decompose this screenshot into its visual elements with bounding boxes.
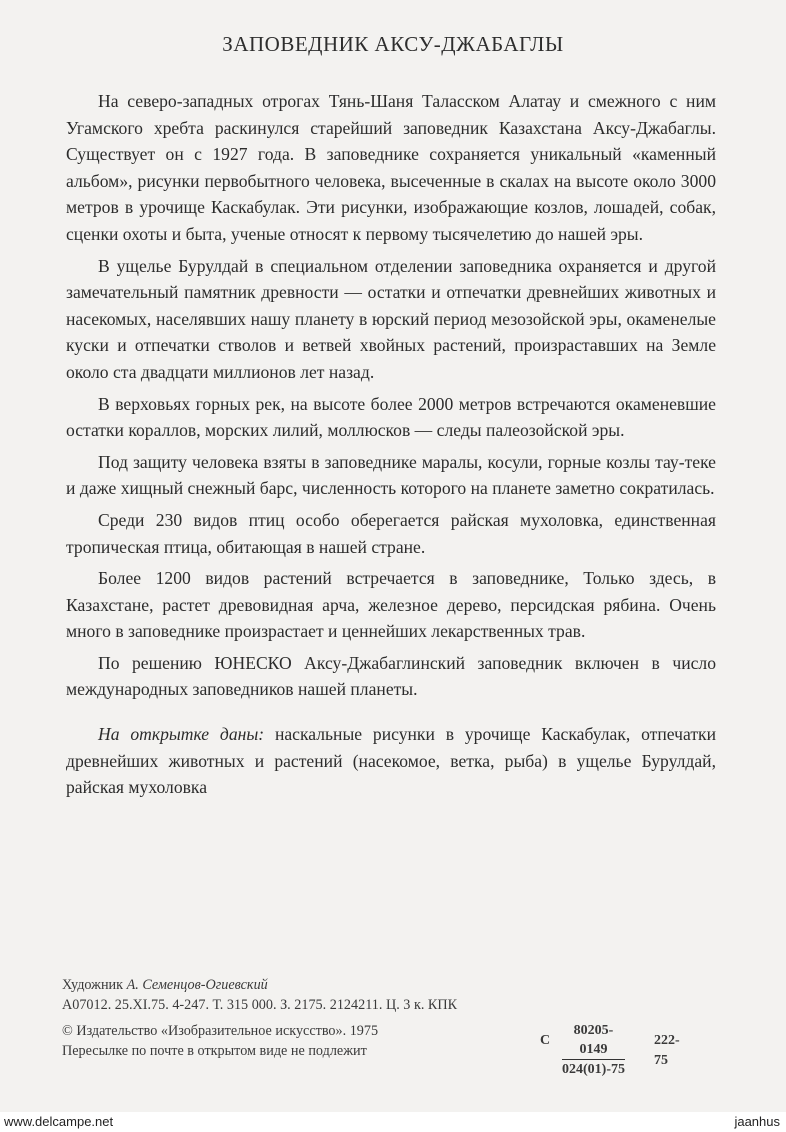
- code-prefix: С: [540, 1033, 551, 1048]
- code-numerator: 80205-0149: [562, 1021, 625, 1060]
- code-suffix: 222-75: [654, 1033, 680, 1068]
- postcard-note: [66, 721, 716, 801]
- artist-name: А. Семенцов-Огиевский: [126, 977, 268, 993]
- article-body: [66, 88, 716, 806]
- page-title: ЗАПОВЕДНИК АКСУ-ДЖАБАГЛЫ: [222, 32, 564, 56]
- paragraph: По решению ЮНЕСКО Аксу-Джабаглинский заповедник включен в число международных заповедников нашей планеты.: [66, 652, 716, 700]
- print-info: А07012. 25.XI.75. 4-247. Т. 315 000. З. 2175. 2124211. Ц. 3 к. КПК: [62, 997, 458, 1013]
- watermark-right: jaanhus: [734, 1114, 780, 1129]
- publisher-block: [62, 1021, 722, 1077]
- publisher-line: © Издательство «Изобразительное искусство». 1975: [62, 1023, 379, 1039]
- paragraph: Среди 230 видов птиц особо оберегается райская мухоловка, единственная тропическая птица, обитающая в нашей стране.: [66, 509, 716, 557]
- imprint-footer: [62, 975, 722, 1077]
- watermark-bar: [0, 1112, 786, 1132]
- artist-credit: [62, 975, 722, 995]
- note-label: На открытке даны:: [98, 724, 265, 745]
- paragraph: На северо-западных отрогах Тянь-Шаня Таласском Алатау и смежного с ним Угамского хребта раскинулся старейший заповедник Казахстана Аксу-Джабаглы. Существует он с 1927 года. В заповеднике сохраняется уникальный «каменный альбом», рисунки первобытного человека, высеченные в скалах на высоте около 3000 метров в урочище Каскабулак. Эти рисунки, изображающие козлов, лошадей, собак, сценки охоты и быта, ученые относят к первому тысячелетию до нашей эры.: [66, 91, 716, 244]
- code-denominator: 024(01)-75: [562, 1062, 625, 1077]
- postal-note: Пересылке по почте в открытом виде не подлежит: [62, 1043, 367, 1059]
- paragraph: В ущелье Бурулдай в специальном отделении заповедника охраняется и другой замечательный памятник древности — остатки и отпечатки древнейших животных и насекомых, населявших нашу планету в юрский период мезозойской эры, окаменелые куски и отпечатки стволов и ветвей хвойных растений, произраставших на Земле около ста двадцати миллионов лет назад.: [66, 255, 716, 382]
- artist-label: Художник: [62, 977, 127, 993]
- paragraph: Более 1200 видов растений встречается в заповеднике, Только здесь, в Казахстане, растет древовидная арча, железное дерево, персидская рябина. Очень много в заповеднике произрастает и ценнейших лекарственных трав.: [66, 568, 716, 642]
- paragraph: В верховьях горных рек, на высоте более 2000 метров встречаются окаменевшие остатки кораллов, морских лилий, моллюсков — следы палеозойской эры.: [66, 393, 716, 441]
- note-text: наскальные рисунки в урочище Каскабулак, отпечатки древнейших животных и растений (насекомое, ветка, рыба) в ущелье Бурулдай, райская мухоловка: [66, 724, 717, 798]
- paragraph: Под защиту человека взяты в заповеднике маралы, косули, горные козлы тау-теке и даже хищный снежный барс, численность которого на планете заметно сократилась.: [66, 451, 716, 499]
- watermark-left: www.delcampe.net: [4, 1114, 114, 1129]
